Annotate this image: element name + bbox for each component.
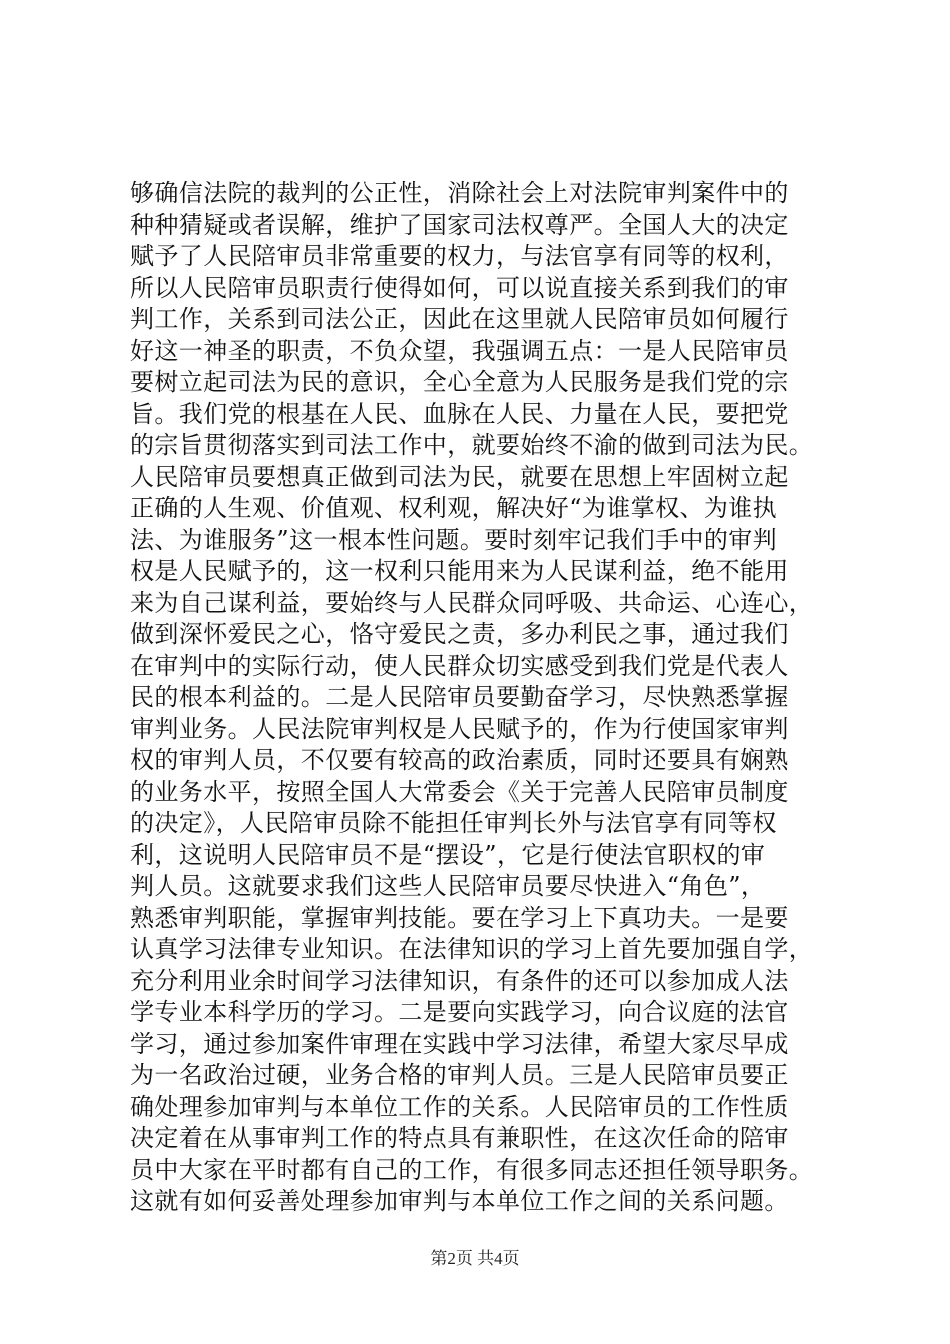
text-line: 员中大家在平时都有自己的工作，有很多同志还担任领导职务。: [130, 1155, 814, 1184]
text-line: 做到深怀爱民之心，恪守爱民之责，多办利民之事，通过我们: [130, 620, 789, 648]
text-line: 在审判中的实际行动，使人民群众切实感受到我们党是代表人: [130, 651, 789, 680]
text-line: 判工作，关系到司法公正，因此在这里就人民陪审员如何履行: [130, 305, 789, 333]
text-line: 赋予了人民陪审员非常重要的权力，与法官享有同等的权利，: [130, 242, 789, 270]
text-line: 决定着在从事审判工作的特点具有兼职性，在这次任命的陪审: [130, 1124, 789, 1152]
text-line: 学专业本科学历的学习。二是要向实践学习，向合议庭的法官: [130, 998, 789, 1026]
text-line: 充分利用业余时间学习法律知识，有条件的还可以参加成人法: [130, 966, 789, 995]
text-line: 来为自己谋利益，要始终与人民群众同呼吸、共命运、心连心，: [130, 588, 814, 617]
text-line: 利，这说明人民陪审员不是“摆设”，它是行使法官职权的审: [130, 840, 766, 869]
text-line: 旨。我们党的根基在人民、血脉在人民、力量在人民，要把党: [130, 399, 789, 428]
text-line: 学习，通过参加案件审理在实践中学习法律，希望大家尽早成: [130, 1029, 789, 1058]
text-line: 民的根本利益的。二是人民陪审员要勤奋学习，尽快熟悉掌握: [130, 683, 789, 711]
text-line: 的决定》，人民陪审员除不能担任审判长外与法官享有同等权: [130, 809, 777, 837]
text-line: 权是人民赋予的，这一权利只能用来为人民谋利益，绝不能用: [130, 557, 789, 585]
body-text: [130, 178, 850, 1218]
text-line: 正确的人生观、价值观、权利观，解决好“为谁掌权、为谁执: [130, 494, 778, 522]
text-line: 确处理参加审判与本单位工作的关系。人民陪审员的工作性质: [130, 1092, 789, 1121]
text-line: 的业务水平，按照全国人大常委会《关于完善人民陪审员制度: [130, 777, 789, 806]
text-line: 这就有如何妥善处理参加审判与本单位工作之间的关系问题。: [130, 1187, 789, 1215]
text-line: 审判业务。人民法院审判权是人民赋予的，作为行使国家审判: [130, 714, 789, 743]
text-line: 人民陪审员要想真正做到司法为民，就要在思想上牢固树立起: [130, 462, 789, 491]
text-line: 为一名政治过硬，业务合格的审判人员。三是人民陪审员要正: [130, 1061, 789, 1089]
text-line: 法、为谁服务”这一根本性问题。要时刻牢记我们手中的审判: [130, 525, 778, 554]
text-line: 的宗旨贯彻落实到司法工作中，就要始终不渝的做到司法为民。: [130, 431, 814, 459]
text-line: 认真学习法律专业知识。在法律知识的学习上首先要加强自学，: [130, 935, 814, 963]
text-line: 要树立起司法为民的意识，全心全意为人民服务是我们党的宗: [130, 368, 789, 396]
page-number-footer: 第2页 共4页: [430, 1249, 520, 1268]
text-line: 熟悉审判职能，掌握审判技能。要在学习上下真功夫。一是要: [130, 903, 789, 932]
text-line: 权的审判人员，不仅要有较高的政治素质，同时还要具有娴熟: [130, 746, 789, 774]
text-line: 好这一神圣的职责，不负众望，我强调五点：一是人民陪审员: [130, 336, 789, 365]
text-line: 所以人民陪审员职责行使得如何，可以说直接关系到我们的审: [130, 273, 789, 302]
text-line: 种种猜疑或者误解，维护了国家司法权尊严。全国人大的决定: [130, 210, 789, 239]
text-line: 判人员。这就要求我们这些人民陪审员要尽快进入“角色”，: [130, 872, 766, 900]
text-line: 够确信法院的裁判的公正性，消除社会上对法院审判案件中的: [130, 179, 789, 207]
